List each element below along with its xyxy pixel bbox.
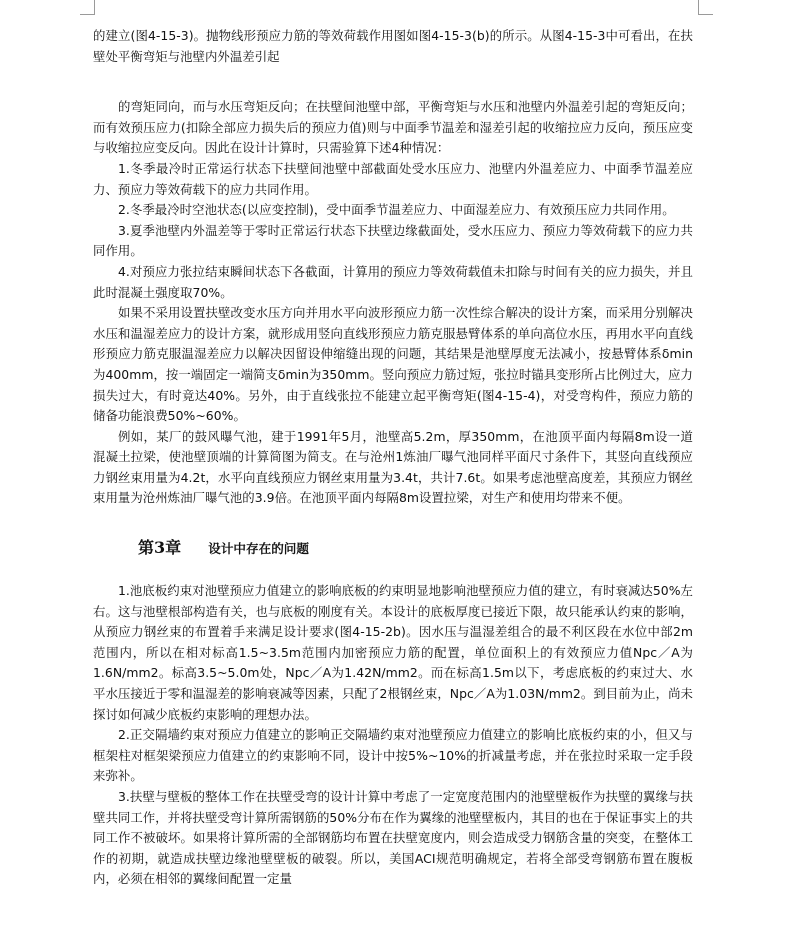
list-item: 4.对预应力张拉结束瞬间状态下各截面，计算用的预应力等效荷载值未扣除与时间有关的应力损失，并且此时混凝土强度取70%。 [93,263,693,300]
list-item: 2.正交隔墙约束对预应力值建立的影响正交隔墙约束对池壁预应力值建立的影响比底板约束的小，但又与框架柱对框架梁预应力值建立的约束影响不同，设计中按5%~10%的折减量考虑，并在张拉时采取一定手段来弥补。 [93,727,693,784]
list-item: 3.扶壁与壁板的整体工作在扶壁受弯的设计计算中考虑了一定宽度范围内的池壁壁板作为扶壁的翼缘与扶壁共同工作，并将扶壁受弯计算所需钢筋的50%分布在作为翼缘的池壁壁板内，其目的也在于保证事实上的共同工作不被破坏。如果将计算所需的全部钢筋均布置在扶壁宽度内，则会造成受力钢筋含量的突变，在整体工作的初期，就造成扶壁边缘池壁壁板的破裂。所以，美国ACI规范明确规定，若将全部受弯钢筋布置在腹板内，必须在相邻的翼缘间配置一定量 [93,789,693,887]
document-body [93,26,693,890]
chapter-number: 第3章 [138,538,182,558]
chapter-heading [138,535,693,557]
list-item: 2.冬季最冷时空池状态(以应变控制)，受中面季节温差应力、中面湿差应力、有效预压应力共同作用。 [118,202,675,218]
page-margin-corner-mark [698,0,713,15]
paragraph: 例如，某厂的鼓风曝气池，建于1991年5月，池壁高5.2m，厚350mm，在池顶平面内每隔8m设一道混凝土拉梁，使池壁顶端的计算简图为简支。在与沧州1炼油厂曝气池同样平面尺寸条件下，其竖向直线预应力钢丝束用量为4.2t，水平向直线预应力钢丝束用量为3.4t，共计7.6t。如果考虑池壁高度差，其预应力钢丝束用量为沧州炼油厂曝气池的3.9倍。在池顶平面内每隔8m设置拉梁，对生产和使用均带来不便。 [93,428,693,506]
paragraph: 的建立(图4-15-3)。抛物线形预应力筋的等效荷载作用图如图4-15-3(b)的所示。从图4-15-3中可看出，在扶壁处平衡弯矩与池壁内外温差引起 [93,28,693,64]
paragraph-gap [93,67,693,97]
paragraph: 的弯矩同向，而与水压弯矩反向；在扶壁间池壁中部，平衡弯矩与水压和池壁内外温差引起的弯矩反向；而有效预压应力(扣除全部应力损失后的预应力值)则与中面季节温差和湿差引起的收缩拉应力反向，预压应变与收缩拉应变反向。因此在设计计算时，只需验算下述4种情况： [93,99,693,156]
list-item: 3.夏季池壁内外温差等于零时正常运行状态下扶壁边缘截面处，受水压应力、预应力等效荷载下的应力共同作用。 [93,222,693,259]
list-item: 1.冬季最冷时正常运行状态下扶壁间池壁中部截面处受水压应力、池壁内外温差应力、中面季节温差应力、预应力等效荷载下的应力共同作用。 [93,160,693,197]
list-item: 1.池底板约束对池壁预应力值建立的影响底板的约束明显地影响池壁预应力值的建立，有时衰减达50%左右。这与池壁根部构造有关，也与底板的刚度有关。本设计的底板厚度已接近下限，故只能承认约束的影响，从预应力钢丝束的布置着手来满足设计要求(图4-15-2b)。因水压与温湿差组合的最不利区段在水位中部2m范围内，所以在相对标高1.5~3.5m范围内加密预应力筋的配置，单位面积上的有效预应力值Npc／A为1.6N/mm2。标高3.5~5.0m处，Npc／A为1.42N/mm2。而在标高1.5m以下，考虑底板的约束过大、水平水压接近于零和温湿差的影响衰减等因素，只配了2根钢丝束，Npc／A为1.03N/mm2。到目前为止，尚未探讨如何减少底板约束影响的理想办法。 [93,583,693,722]
chapter-title: 设计中存在的问题 [208,541,309,557]
paragraph: 如果不采用设置扶壁改变水压方向并用水平向波形预应力筋一次性综合解决的设计方案，而采用分别解决水压和温湿差应力的设计方案，就形成用竖向直线形预应力筋克服悬臂体系的单向高位水压，再用水平向直线形预应力筋克服温湿差应力以解决因留设伸缩缝出现的问题，其结果是池壁厚度无法减小，按悬臂体系δmin为400mm，按一端固定一端简支δmin为350mm。竖向预应力筋过短，张拉时锚具变形所占比例过大，应力损失过大，有时竟达40%。另外，由于直线张拉不能建立起平衡弯矩(图4-15-4)，对受弯构件，预应力筋的储备功能浪费50%~60%。 [93,305,693,424]
page-margin-corner-mark [80,0,95,15]
